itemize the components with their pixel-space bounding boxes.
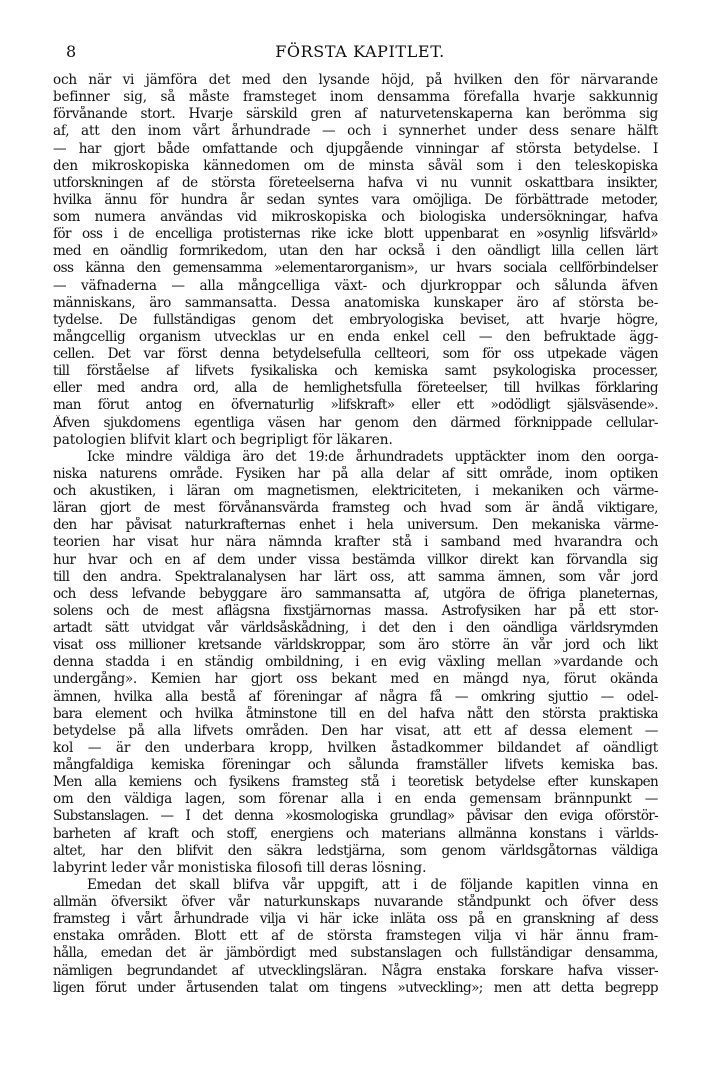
text-line: om den väldiga lagen, som förenar alla i en enda gemensam brännpunkt — [53, 791, 658, 808]
text-line: niska naturens område. Fysiken har på alla delar af sitt område, inom optiken [53, 465, 658, 482]
text-line: allmän öfversikt öfver vår naturkunskaps nuvarande ståndpunkt och öfver dess [53, 894, 658, 910]
text-line: bara element och hvilka åtminstone till en del hafva nått den största praktiska [53, 705, 658, 722]
text-line: och dess lefvande bebyggare äro sammansatta af, utgöra de öfriga planeternas, [53, 585, 658, 602]
text-line: man förut antog en öfvernaturlig »lifskraft» eller ett »odödligt själsväsende». [53, 397, 658, 414]
text-line: som numera användas vid mikroskopiska och biologiska undersökningar, hafva [53, 209, 658, 225]
text-line: till den andra. Spektralanalysen har lärt oss, att samma ämnen, som vår jord [53, 568, 658, 585]
text-line: oss känna den gemensamma »elementarorganism», ur hvars sociala cellförbindelser [53, 260, 658, 277]
text-line: till förståelse af lifvets fysikaliska och kemiska samt psykologiska processer, [53, 363, 658, 380]
text-line: af, att den inom vårt århundrade — och i synnerhet under dess senare hälft [53, 123, 658, 140]
text-line: förvånande stort. Hvarje särskild gren af naturvetenskaperna kan berömma sig [53, 106, 658, 123]
text-line: framsteg i vårt århundrade vilja vi här icke inläta oss på en granskning af dess [53, 911, 658, 928]
text-line: hålla, emedan det är jämbördigt med substanslagen och fullständigar densamma, [53, 945, 658, 962]
text-line: eller med andra ord, alla de hemlighetsfulla företeelser, till hvilkas förklaring [53, 380, 658, 397]
text-line: kol — är den underbara kropp, hvilken åstadkommer bildandet af oändligt [53, 739, 658, 756]
text-line: Substanslagen. — I det denna »kosmologiska grundlag» påvisar den eviga oförstör- [53, 808, 658, 825]
text-line: barheten af kraft och stoff, energiens och materians allmänna konstans i världs- [53, 825, 658, 842]
text-line: människans, äro sammansatta. Dessa anatomiska kunskaper äro af största be- [53, 294, 658, 311]
text-line: ämnen, hvilka alla bestå af föreningar af några få — omkring sjuttio — odel- [53, 688, 658, 705]
text-line: altet, har den blifvit den säkra ledstjärna, som genom världsgåtornas väldiga [53, 842, 658, 859]
text-line: cellen. Det var först denna betydelsefulla cellteori, som för oss utpekade vägen [53, 346, 658, 362]
text-line: artadt sätt utvidgat vår världsåskådning, i det den i den oändliga världsrymden [53, 620, 658, 636]
text-line: visat oss millioner kretsande världskroppar, som äro större än vår jord och likt [53, 637, 658, 654]
text-line: teorien har visat hur nära nämnda krafter stå i samband med hvarandra och [53, 534, 658, 551]
text-line: ligen förut under årtusenden talat om tingens »utveckling»; men att detta begrepp [53, 979, 658, 996]
text-line: och akustiken, i läran om magnetismen, elektriciteten, i mekaniken och värme- [53, 483, 658, 499]
running-title: FÖRSTA KAPITLET. [275, 42, 445, 61]
text-line: Emedan det skall blifva vår uppgift, att i de följande kapitlen vinna en [87, 876, 658, 893]
page-header [0, 42, 704, 64]
text-line: utforskningen af de största företeelserna hafva vi nu vunnit oskattbara insikter, [53, 174, 658, 191]
text-line: mångcellig organism utvecklas ur en enda enkel cell — den befruktade ägg- [53, 328, 658, 345]
text-line: hvilka ännu för hundra år sedan syntes vara omöjliga. De förbättrade metoder, [53, 191, 658, 208]
text-line: denna stadda i en ständig ombildning, i en evig växling mellan »vardande och [53, 654, 658, 671]
text-line: solens och de mest aflägsna fixstjärnornas massa. Astrofysiken har på ett stor- [53, 602, 658, 619]
text-line: tydelse. De fullständigas genom det embryologiska beviset, att hvarje högre, [53, 311, 658, 328]
text-line: nämligen begrundandet af utvecklingsläran. Några enstaka forskare hafva visser- [53, 962, 658, 979]
text-line: den mikroskopiska kännedomen om de minsta såväl som i den teleskopiska [53, 157, 658, 174]
page-number: 8 [66, 42, 77, 61]
text-line: läran gjort de mest förvånansvärda framsteg och hvad som är ändå viktigare, [53, 500, 658, 517]
text-line: hur hvar och en af dem under vissa bestämda villkor direkt kan förvandla sig [53, 551, 658, 568]
text-line: — har gjort både omfattande och djupgående vinningar af största betydelse. I [53, 140, 658, 157]
text-line: betydelse på alla lifvets områden. Den har visat, att ett af dessa element — [53, 722, 658, 739]
text-line: mångfaldiga kemiska föreningar och sålunda framställer lifvets kemiska bas. [53, 757, 658, 773]
text-line: för oss i de encelliga protisternas rike icke blott uppenbarat en »osynlig lifsvärld» [53, 226, 658, 243]
text-line: — väfnaderna — alla mångcelliga växt- och djurkroppar och sålunda äfven [53, 277, 658, 294]
text-line: undergång». Kemien har gjort oss bekant med en mängd nya, förut okända [53, 671, 658, 688]
text-line: den har påvisat naturkrafternas enhet i hela universum. Den mekaniska värme- [53, 517, 658, 534]
text-line: och när vi jämföra det med den lysande höjd, på hvilken den för närvarande [53, 72, 658, 88]
text-line: Icke mindre väldiga äro det 19:de århundradets upptäckter inom den oorga- [87, 448, 658, 465]
text-line: med en oändlig formrikedom, utan den har också i den oändligt lilla cellen lärt [53, 243, 658, 260]
text-line: Men alla kemiens och fysikens framsteg stå i teoretisk betydelse efter kunskapen [53, 774, 658, 791]
body-text [53, 72, 658, 997]
text-line: Äfven sjukdomens egentliga väsen har genom den därmed förknippade cellular- [53, 414, 658, 431]
text-line: patologien blifvit klart och begripligt för läkaren. [53, 431, 393, 448]
text-line: befinner sig, så måste framsteget inom densamma förefalla hvarje sakkunnig [53, 89, 658, 106]
text-line: enstaka områden. Blott ett af de största framstegen vilja vi här ännu fram- [53, 928, 658, 945]
text-line: labyrint leder vår monistiska filosofi till deras lösning. [53, 859, 427, 876]
